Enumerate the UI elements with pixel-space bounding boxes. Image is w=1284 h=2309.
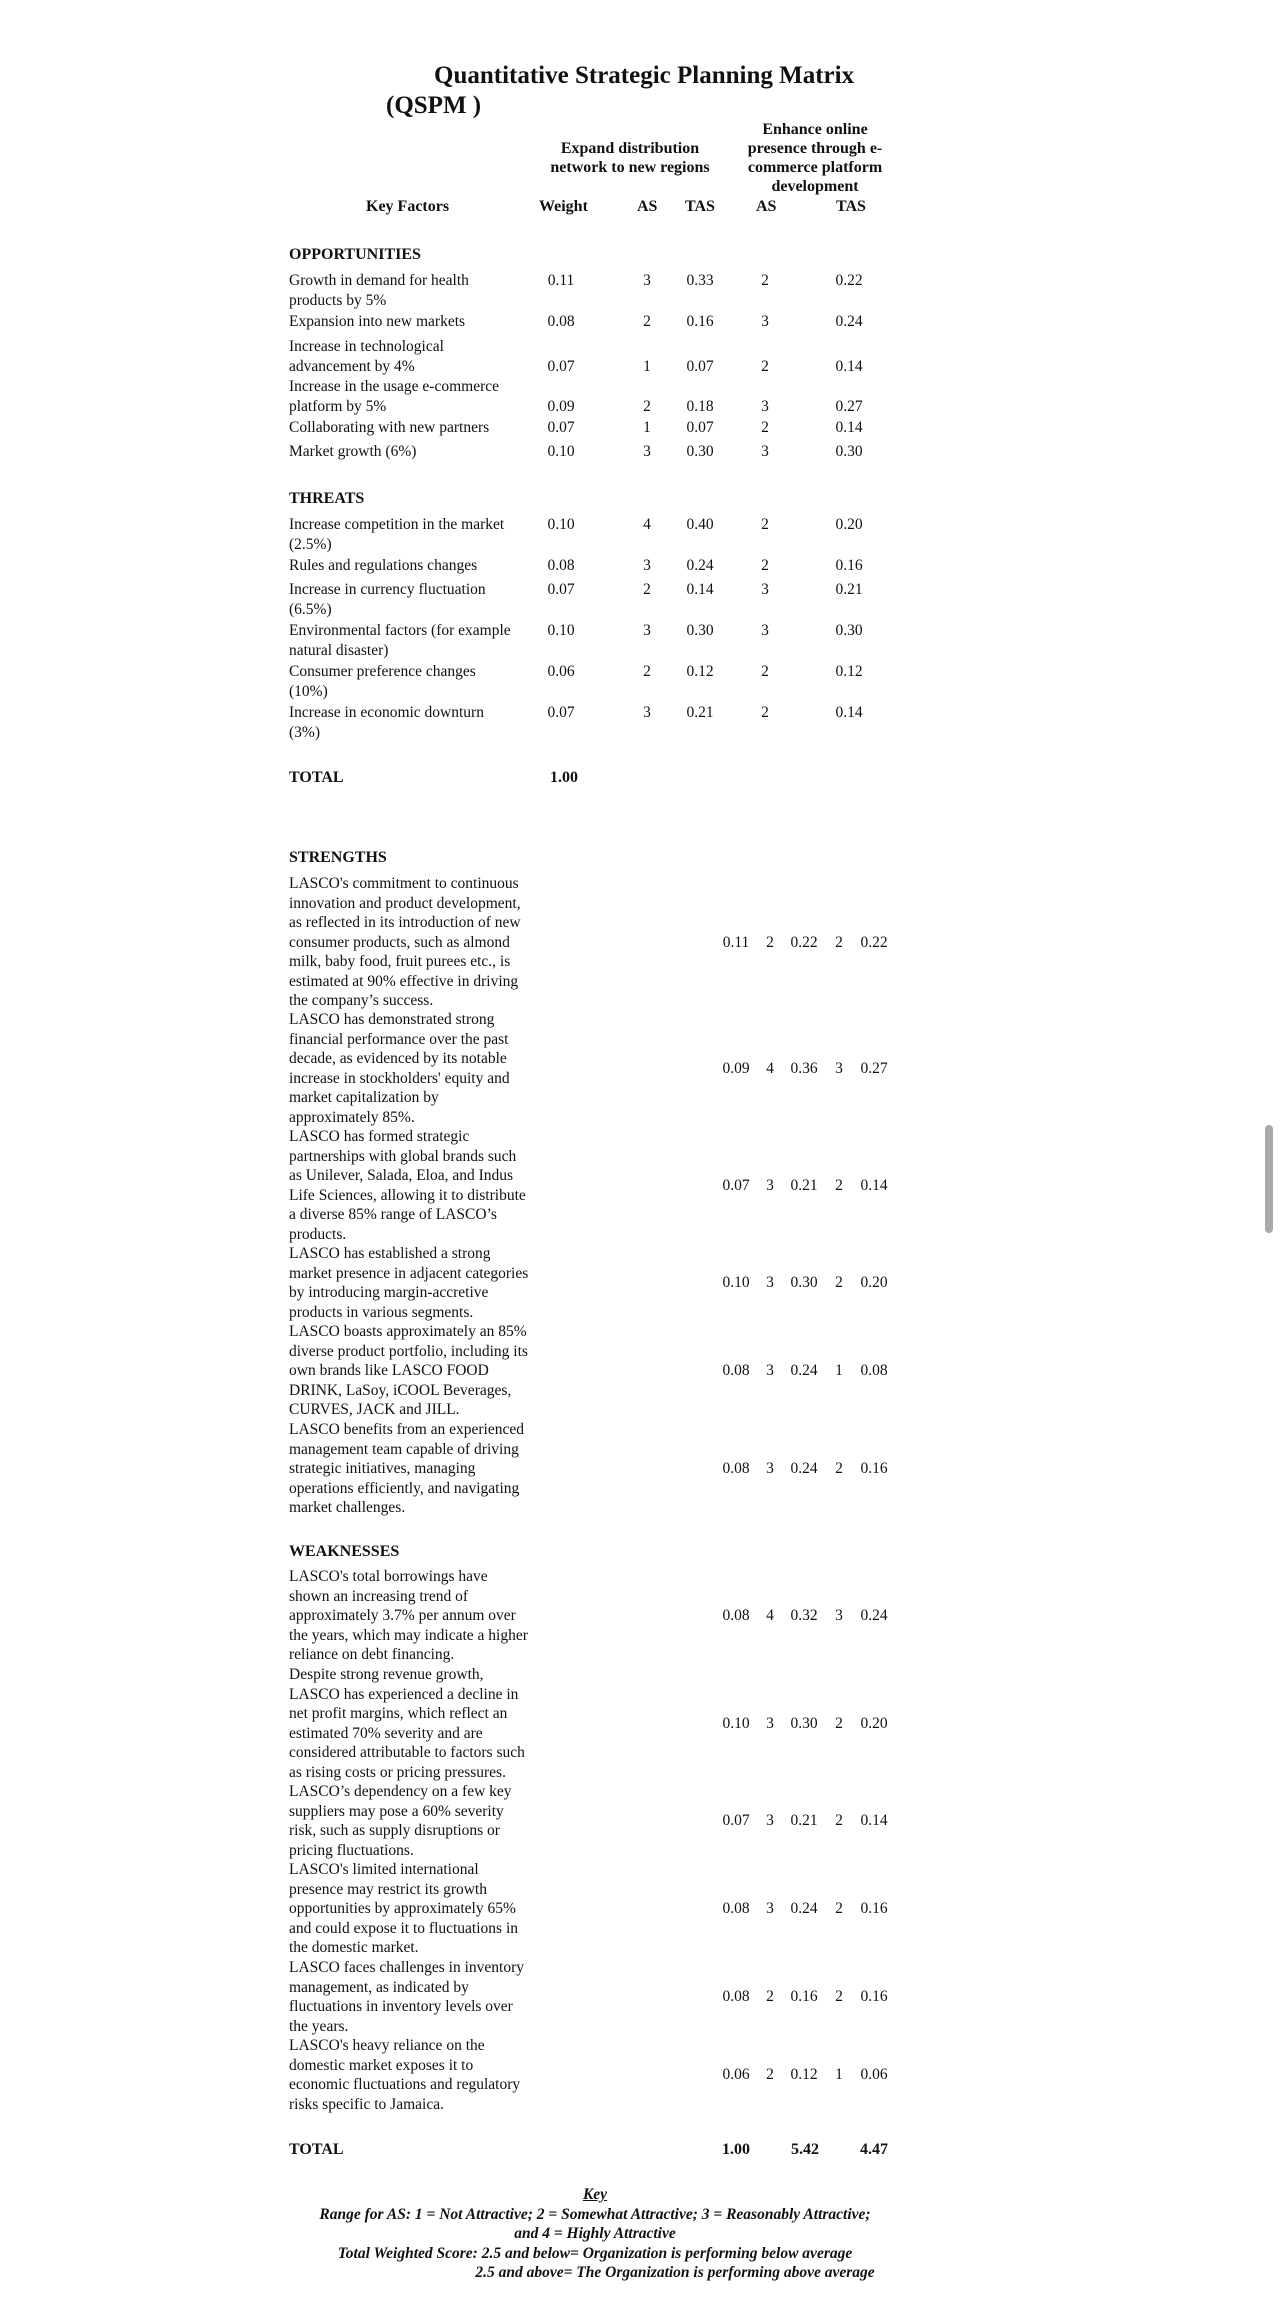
threat-factor-text bbox=[289, 662, 476, 701]
strength-tas2-value: 0.27 bbox=[860, 1060, 888, 1077]
weakness-as1-value: 4 bbox=[766, 1607, 774, 1624]
weakness-tas2-value: 0.14 bbox=[860, 1812, 888, 1829]
opportunity-factor-text bbox=[289, 377, 499, 416]
weakness-as1-value: 2 bbox=[766, 1988, 774, 2005]
strength-factor-line: Life Sciences, allowing it to distribute bbox=[289, 1186, 526, 1204]
strategy-2-line: presence through e- bbox=[747, 140, 883, 157]
threat-factor-line: Increase competition in the market bbox=[289, 516, 505, 533]
threat-factor-line: (6.5%) bbox=[289, 600, 332, 618]
strength-as1-value: 3 bbox=[766, 1362, 774, 1379]
strength-factor-line: decade, as evidenced by its notable bbox=[289, 1050, 507, 1067]
opportunity-factor-line: platform by 5% bbox=[289, 397, 387, 415]
strength-factor-line: financial performance over the past bbox=[289, 1030, 509, 1048]
strength-factor-line: consumer products, such as almond bbox=[289, 933, 510, 951]
col-key-factors: Key Factors bbox=[366, 198, 450, 215]
weakness-w-value: 0.08 bbox=[722, 1607, 750, 1624]
col-tas-2: TAS bbox=[836, 198, 866, 215]
opportunity-tas1-value: 0.30 bbox=[686, 443, 714, 460]
threat-factor-line: Consumer preference changes bbox=[289, 663, 476, 680]
section-opportunities: OPPORTUNITIES bbox=[289, 246, 421, 263]
weakness-factor-line: net profit margins, which reflect an bbox=[289, 1705, 508, 1722]
strength-tas1-value: 0.24 bbox=[790, 1460, 818, 1477]
strength-tas2-value: 0.14 bbox=[860, 1177, 888, 1194]
strength-as1-value: 2 bbox=[766, 934, 774, 951]
opportunity-as1-value: 2 bbox=[643, 313, 651, 330]
strength-tas2-value: 0.22 bbox=[860, 934, 888, 951]
strength-factor-line: products. bbox=[289, 1225, 347, 1243]
strategy-2-line: Enhance online bbox=[762, 121, 868, 138]
section-strengths: STRENGTHS bbox=[289, 849, 387, 866]
opportunity-w-value: 0.07 bbox=[547, 357, 575, 375]
opportunity-tas1-value: 0.16 bbox=[686, 313, 714, 330]
opportunity-factor-line: Growth in demand for health bbox=[289, 272, 469, 289]
threat-as2-value: 2 bbox=[761, 557, 769, 574]
strength-w-value: 0.11 bbox=[722, 934, 750, 951]
opportunity-factor-line: products by 5% bbox=[289, 291, 387, 309]
strength-factor-line: LASCO has formed strategic bbox=[289, 1128, 470, 1145]
weakness-factor-line: presence may restrict its growth bbox=[289, 1880, 487, 1898]
threat-factor-line: (10%) bbox=[289, 682, 328, 700]
strength-factor-line: milk, baby food, fruit purees etc., is bbox=[289, 953, 511, 970]
weakness-tas2-value: 0.20 bbox=[860, 1715, 888, 1732]
strength-factor-line: increase in stockholders' equity and bbox=[289, 1069, 510, 1087]
strength-factor-line: products in various segments. bbox=[289, 1303, 474, 1321]
threat-as2-value: 2 bbox=[761, 663, 769, 680]
threat-as1-value: 2 bbox=[643, 581, 651, 598]
key-line-3: Total Weighted Score: 2.5 and below= Organization is performing below average bbox=[337, 2244, 853, 2262]
weakness-as2-value: 2 bbox=[835, 1812, 843, 1829]
weakness-factor-line: management, as indicated by bbox=[289, 1978, 469, 1996]
weakness-tas2-value: 0.16 bbox=[860, 1988, 888, 2005]
threat-factor-text bbox=[289, 556, 477, 576]
opportunity-factor-line: Market growth (6%) bbox=[289, 443, 417, 460]
strength-w-value: 0.09 bbox=[722, 1060, 750, 1077]
threat-w-value: 0.08 bbox=[547, 557, 575, 574]
weakness-tas2-value: 0.24 bbox=[860, 1607, 888, 1624]
threat-factor-line: Environmental factors (for example bbox=[289, 622, 511, 639]
opportunity-as1-value: 3 bbox=[643, 272, 651, 289]
key-line-1: Range for AS: 1 = Not Attractive; 2 = Somewhat Attractive; 3 = Reasonably Attractive; bbox=[319, 2205, 871, 2223]
threat-tas1-value: 0.14 bbox=[686, 581, 714, 598]
weakness-w-value: 0.08 bbox=[722, 1988, 750, 2005]
opportunity-as2-value: 2 bbox=[761, 357, 769, 375]
opportunity-factor-text bbox=[289, 312, 465, 332]
strength-as2-value: 3 bbox=[835, 1060, 843, 1077]
threat-factor-line: (3%) bbox=[289, 723, 320, 741]
opportunity-factor-line: advancement by 4% bbox=[289, 357, 415, 375]
key-line-4: 2.5 and above= The Organization is performing above average bbox=[475, 2264, 875, 2281]
weakness-as1-value: 2 bbox=[766, 2066, 774, 2083]
strength-factor-line: a diverse 85% range of LASCO’s bbox=[289, 1206, 497, 1223]
weakness-tas1-value: 0.12 bbox=[790, 2066, 818, 2083]
threat-as1-value: 2 bbox=[643, 663, 651, 680]
threat-factor-line: (2.5%) bbox=[289, 535, 332, 553]
weakness-factor-line: pricing fluctuations. bbox=[289, 1841, 414, 1859]
opportunity-factor-text bbox=[289, 442, 416, 462]
strength-tas2-value: 0.20 bbox=[860, 1274, 888, 1291]
strength-factor-line: as reflected in its introduction of new bbox=[289, 914, 521, 931]
weakness-factor-line: opportunities by approximately 65% bbox=[289, 1900, 516, 1917]
col-tas-1: TAS bbox=[685, 198, 715, 215]
weakness-factor-text bbox=[289, 2036, 520, 2114]
weakness-factor-line: economic fluctuations and regulatory bbox=[289, 2076, 521, 2093]
threat-tas1-value: 0.12 bbox=[686, 663, 714, 680]
page-title: Quantitative Strategic Planning Matrix bbox=[434, 62, 855, 89]
weakness-factor-line: LASCO’s dependency on a few key bbox=[289, 1783, 512, 1800]
threat-as2-value: 2 bbox=[761, 704, 769, 721]
threat-factor-line: natural disaster) bbox=[289, 641, 389, 659]
weakness-w-value: 0.10 bbox=[722, 1715, 750, 1732]
weakness-factor-text bbox=[289, 1958, 524, 2036]
strength-factor-line: LASCO benefits from an experienced bbox=[289, 1421, 525, 1438]
opportunity-factor-line: Increase in the usage e-commerce bbox=[289, 378, 499, 395]
opportunity-factor-text bbox=[289, 271, 469, 310]
strength-as1-value: 4 bbox=[766, 1060, 774, 1077]
weakness-factor-line: considered attributable to factors such bbox=[289, 1744, 525, 1761]
strength-factor-line: estimated at 90% effective in driving bbox=[289, 972, 519, 990]
threat-w-value: 0.06 bbox=[547, 663, 575, 680]
col-weight: Weight bbox=[539, 198, 588, 215]
opportunity-tas2-value: 0.14 bbox=[835, 419, 863, 436]
strength-factor-text bbox=[289, 1322, 528, 1420]
strength-factor-line: operations efficiently, and navigating bbox=[289, 1479, 520, 1497]
opportunity-as1-value: 1 bbox=[643, 419, 651, 436]
external-total-weight: 1.00 bbox=[550, 769, 578, 786]
weakness-factor-line: reliance on debt financing. bbox=[289, 1646, 455, 1663]
opportunity-factor-text bbox=[289, 337, 444, 376]
threat-factor-text bbox=[289, 703, 484, 742]
weakness-factor-line: approximately 3.7% per annum over bbox=[289, 1607, 516, 1624]
weakness-w-value: 0.07 bbox=[722, 1812, 750, 1829]
opportunity-w-value: 0.11 bbox=[547, 272, 575, 289]
threat-w-value: 0.07 bbox=[547, 704, 575, 721]
internal-total-label: TOTAL bbox=[289, 2141, 344, 2158]
opportunity-w-value: 0.07 bbox=[547, 419, 575, 436]
weakness-as2-value: 2 bbox=[835, 1900, 843, 1917]
strength-factor-line: management team capable of driving bbox=[289, 1440, 519, 1458]
weakness-w-value: 0.06 bbox=[722, 2066, 750, 2083]
strength-factor-line: approximately 85%. bbox=[289, 1108, 415, 1126]
weakness-as1-value: 3 bbox=[766, 1812, 774, 1829]
opportunity-tas2-value: 0.27 bbox=[835, 397, 863, 415]
strength-w-value: 0.08 bbox=[722, 1460, 750, 1477]
strength-tas1-value: 0.22 bbox=[790, 934, 818, 951]
threat-as2-value: 3 bbox=[761, 622, 769, 639]
strength-tas1-value: 0.30 bbox=[790, 1274, 818, 1291]
opportunity-tas2-value: 0.30 bbox=[835, 443, 863, 460]
threat-tas2-value: 0.21 bbox=[835, 581, 863, 598]
threat-factor-text bbox=[289, 580, 486, 619]
opportunity-tas1-value: 0.33 bbox=[686, 272, 714, 289]
weakness-as2-value: 1 bbox=[835, 2066, 843, 2083]
opportunity-as2-value: 2 bbox=[761, 272, 769, 289]
weakness-tas1-value: 0.16 bbox=[790, 1988, 818, 2005]
weakness-as2-value: 2 bbox=[835, 1988, 843, 2005]
internal-total-weight: 1.00 bbox=[722, 2141, 750, 2158]
external-total-label: TOTAL bbox=[289, 769, 344, 786]
strength-tas1-value: 0.36 bbox=[790, 1060, 818, 1077]
scrollbar-thumb[interactable] bbox=[1265, 1125, 1273, 1233]
weakness-tas1-value: 0.32 bbox=[790, 1607, 818, 1624]
opportunity-w-value: 0.09 bbox=[547, 397, 575, 415]
weakness-factor-line: LASCO's limited international bbox=[289, 1861, 479, 1878]
threat-factor-text bbox=[289, 621, 511, 660]
col-as-2: AS bbox=[756, 198, 777, 215]
strategy-2-line: commerce platform bbox=[747, 159, 883, 176]
strength-factor-text bbox=[289, 1420, 524, 1518]
threat-as2-value: 2 bbox=[761, 516, 769, 533]
strength-tas1-value: 0.24 bbox=[790, 1362, 818, 1379]
opportunity-tas2-value: 0.22 bbox=[835, 272, 863, 289]
strength-factor-line: LASCO has demonstrated strong bbox=[289, 1011, 495, 1028]
strength-tas2-value: 0.16 bbox=[860, 1460, 888, 1477]
strength-factor-line: strategic initiatives, managing bbox=[289, 1460, 476, 1477]
weakness-tas1-value: 0.30 bbox=[790, 1715, 818, 1732]
strength-as2-value: 2 bbox=[835, 1274, 843, 1291]
internal-total-tas-1: 5.42 bbox=[791, 2141, 819, 2158]
weakness-tas2-value: 0.16 bbox=[860, 1900, 888, 1917]
threat-as1-value: 3 bbox=[643, 622, 651, 639]
strength-w-value: 0.07 bbox=[722, 1177, 750, 1194]
page-title-abbrev: (QSPM ) bbox=[386, 92, 482, 119]
threat-tas2-value: 0.12 bbox=[835, 663, 863, 680]
strength-factor-text bbox=[289, 1010, 510, 1127]
opportunity-w-value: 0.08 bbox=[547, 313, 575, 330]
threat-factor-text bbox=[289, 515, 504, 554]
strength-factor-line: LASCO's commitment to continuous bbox=[289, 875, 519, 892]
strength-tas2-value: 0.08 bbox=[860, 1362, 888, 1379]
weakness-tas2-value: 0.06 bbox=[860, 2066, 888, 2083]
threat-as1-value: 4 bbox=[643, 516, 651, 533]
threat-tas1-value: 0.21 bbox=[686, 704, 714, 721]
strength-as2-value: 2 bbox=[835, 934, 843, 951]
weakness-factor-line: Despite strong revenue growth, bbox=[289, 1666, 484, 1683]
opportunity-as1-value: 3 bbox=[643, 443, 651, 460]
opportunity-as2-value: 2 bbox=[761, 419, 769, 436]
strength-w-value: 0.08 bbox=[722, 1362, 750, 1379]
weakness-factor-line: LASCO has experienced a decline in bbox=[289, 1685, 519, 1703]
strength-factor-line: CURVES, JACK and JILL. bbox=[289, 1401, 460, 1418]
threat-tas2-value: 0.16 bbox=[835, 557, 863, 574]
threat-w-value: 0.10 bbox=[547, 516, 575, 533]
section-weaknesses: WEAKNESSES bbox=[289, 1543, 400, 1560]
weakness-w-value: 0.08 bbox=[722, 1900, 750, 1917]
strength-as2-value: 2 bbox=[835, 1460, 843, 1477]
internal-total-tas-2: 4.47 bbox=[860, 2141, 888, 2158]
threat-tas1-value: 0.30 bbox=[686, 622, 714, 639]
opportunity-w-value: 0.10 bbox=[547, 443, 575, 460]
strategy-2-header bbox=[730, 120, 900, 196]
threat-tas2-value: 0.30 bbox=[835, 622, 863, 639]
weakness-factor-line: the domestic market. bbox=[289, 1939, 419, 1956]
strength-as2-value: 2 bbox=[835, 1177, 843, 1194]
weakness-factor-line: risks specific to Jamaica. bbox=[289, 2095, 444, 2113]
threat-as1-value: 3 bbox=[643, 557, 651, 574]
strength-factor-text bbox=[289, 1127, 526, 1244]
opportunity-factor-line: Increase in technological bbox=[289, 338, 444, 355]
opportunity-as1-value: 1 bbox=[643, 357, 651, 375]
strength-factor-line: own brands like LASCO FOOD bbox=[289, 1362, 489, 1379]
threat-as2-value: 3 bbox=[761, 581, 769, 598]
opportunity-as2-value: 3 bbox=[761, 397, 769, 415]
weakness-factor-line: LASCO's heavy reliance on the bbox=[289, 2037, 485, 2054]
strength-factor-line: market challenges. bbox=[289, 1499, 406, 1516]
weakness-factor-line: suppliers may pose a 60% severity bbox=[289, 1802, 504, 1820]
threat-as1-value: 3 bbox=[643, 704, 651, 721]
opportunity-tas1-value: 0.07 bbox=[686, 357, 714, 375]
strength-factor-line: the company’s success. bbox=[289, 992, 434, 1009]
strength-factor-line: innovation and product development, bbox=[289, 894, 521, 912]
strength-as1-value: 3 bbox=[766, 1460, 774, 1477]
weakness-factor-line: risk, such as supply disruptions or bbox=[289, 1822, 500, 1839]
opportunity-as1-value: 2 bbox=[643, 397, 651, 415]
threat-w-value: 0.10 bbox=[547, 622, 575, 639]
strength-factor-text bbox=[289, 874, 521, 1011]
weakness-factor-line: and could expose it to fluctuations in bbox=[289, 1919, 519, 1937]
strength-factor-text bbox=[289, 1244, 528, 1322]
weakness-as2-value: 2 bbox=[835, 1715, 843, 1732]
key-section bbox=[0, 2185, 1190, 2283]
strength-factor-line: market capitalization by bbox=[289, 1089, 439, 1106]
strength-factor-line: LASCO boasts approximately an 85% bbox=[289, 1323, 527, 1340]
opportunity-tas1-value: 0.07 bbox=[686, 419, 714, 436]
weakness-factor-line: LASCO's total borrowings have bbox=[289, 1568, 488, 1585]
opportunity-factor-line: Expansion into new markets bbox=[289, 313, 466, 330]
key-line-2: and 4 = Highly Attractive bbox=[514, 2225, 676, 2242]
weakness-as1-value: 3 bbox=[766, 1900, 774, 1917]
section-threats: THREATS bbox=[289, 490, 365, 507]
strength-factor-line: LASCO has established a strong bbox=[289, 1245, 491, 1262]
weakness-tas1-value: 0.24 bbox=[790, 1900, 818, 1917]
strategy-1-header bbox=[530, 139, 730, 177]
weakness-as2-value: 3 bbox=[835, 1607, 843, 1624]
strength-w-value: 0.10 bbox=[722, 1274, 750, 1291]
strength-factor-line: as Unilever, Salada, Eloa, and Indus bbox=[289, 1167, 514, 1184]
key-heading: Key bbox=[582, 2186, 608, 2203]
threat-w-value: 0.07 bbox=[547, 581, 575, 598]
weakness-factor-line: fluctuations in inventory levels over bbox=[289, 1998, 513, 2015]
weakness-as1-value: 3 bbox=[766, 1715, 774, 1732]
strategy-2-line: development bbox=[771, 178, 859, 195]
threat-factor-line: Rules and regulations changes bbox=[289, 557, 478, 574]
weakness-factor-line: LASCO faces challenges in inventory bbox=[289, 1959, 525, 1976]
threat-factor-line: Increase in currency fluctuation bbox=[289, 581, 486, 598]
strength-factor-line: market presence in adjacent categories bbox=[289, 1264, 529, 1282]
weakness-factor-line: estimated 70% severity and are bbox=[289, 1724, 483, 1742]
weakness-factor-line: domestic market exposes it to bbox=[289, 2056, 474, 2074]
weakness-factor-text bbox=[289, 1665, 525, 1782]
weakness-factor-text bbox=[289, 1782, 512, 1860]
opportunity-tas2-value: 0.14 bbox=[835, 357, 863, 375]
opportunity-factor-line: Collaborating with new partners bbox=[289, 419, 490, 436]
weakness-factor-line: as rising costs or pricing pressures. bbox=[289, 1763, 506, 1781]
weakness-factor-text bbox=[289, 1567, 528, 1665]
opportunity-factor-text bbox=[289, 418, 489, 438]
weakness-factor-line: the years, which may indicate a higher bbox=[289, 1626, 528, 1644]
strength-as1-value: 3 bbox=[766, 1274, 774, 1291]
strength-factor-line: diverse product portfolio, including its bbox=[289, 1342, 528, 1360]
threat-factor-line: Increase in economic downturn bbox=[289, 704, 484, 721]
weakness-factor-text bbox=[289, 1860, 518, 1958]
threat-tas1-value: 0.24 bbox=[686, 557, 714, 574]
threat-tas2-value: 0.14 bbox=[835, 704, 863, 721]
opportunity-as2-value: 3 bbox=[761, 443, 769, 460]
strength-factor-line: by introducing margin-accretive bbox=[289, 1284, 489, 1301]
strength-factor-line: DRINK, LaSoy, iCOOL Beverages, bbox=[289, 1381, 512, 1399]
threat-tas2-value: 0.20 bbox=[835, 516, 863, 533]
strategy-1-line: network to new regions bbox=[550, 159, 710, 176]
weakness-tas1-value: 0.21 bbox=[790, 1812, 818, 1829]
weakness-factor-line: the years. bbox=[289, 2017, 349, 2035]
strategy-1-line: Expand distribution bbox=[560, 140, 700, 157]
strength-factor-line: partnerships with global brands such bbox=[289, 1147, 517, 1165]
threat-tas1-value: 0.40 bbox=[686, 516, 714, 533]
strength-as2-value: 1 bbox=[835, 1362, 843, 1379]
col-as-1: AS bbox=[637, 198, 658, 215]
opportunity-tas1-value: 0.18 bbox=[686, 397, 714, 415]
opportunity-tas2-value: 0.24 bbox=[835, 313, 863, 330]
opportunity-as2-value: 3 bbox=[761, 313, 769, 330]
strength-tas1-value: 0.21 bbox=[790, 1177, 818, 1194]
strength-as1-value: 3 bbox=[766, 1177, 774, 1194]
weakness-factor-line: shown an increasing trend of bbox=[289, 1587, 469, 1605]
